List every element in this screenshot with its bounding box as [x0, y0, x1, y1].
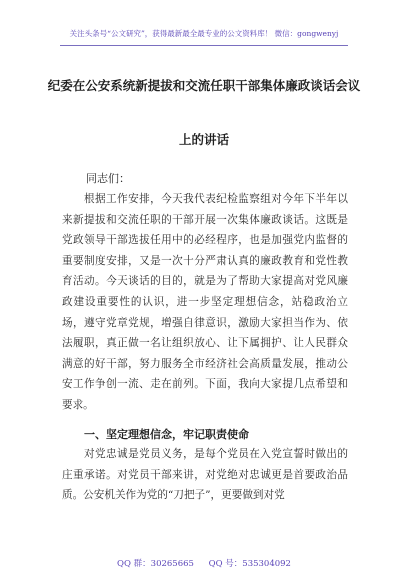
footer-qq-group: QQ 群：30265665 [117, 559, 194, 569]
document-title: 纪委在公安系统新提拔和交流任职干部集体廉政谈话会议 [47, 78, 361, 93]
greeting: 同志们： [86, 172, 130, 185]
footer-qq-number: QQ 号：535304092 [208, 559, 291, 569]
paragraph-intro: 根据工作安排，今天我代表纪检监察组对今年下半年以来新提拔和交流任职的干部开展一次集体廉政谈话。这既是党政领导干部选拔任用中的必经程序，也是加强党内监督的重要制度安排，又是一次十分严肃认真的廉政教育和党性教育活动。今天谈话的目的，就是为了帮助大家提高对党风廉政建设重要性的认识，进一步坚定理想信念，站稳政治立场，遵守党章党规，增强自律意识，激励大家担当作为、依法履职，真正做一名让组织放心、让下属拥护、让人民群众满意的好干部，努力服务全市经济社会高质量发展，推动公安工作争创一流、走在前列。下面，我向大家提几点希望和要求。 [62, 193, 348, 411]
footer-contact [0, 557, 408, 569]
section-heading: 一、坚定理想信念，牢记职责使命 [84, 428, 249, 441]
header-banner: 关注头条号“公文研究”，获得最新最全最专业的公文资料库！ 微信：gongwenyj [69, 29, 339, 38]
paragraph-section1: 对党忠诚是党员义务，是每个党员在入党宣誓时做出的庄重承诺。对党员干部来讲，对党绝对忠诚更是首要政治品质。公安机关作为党的“刀把子”，更要做到对党 [62, 448, 348, 502]
document-title-continued: 上的讲话 [178, 132, 229, 147]
header-divider [60, 45, 348, 46]
